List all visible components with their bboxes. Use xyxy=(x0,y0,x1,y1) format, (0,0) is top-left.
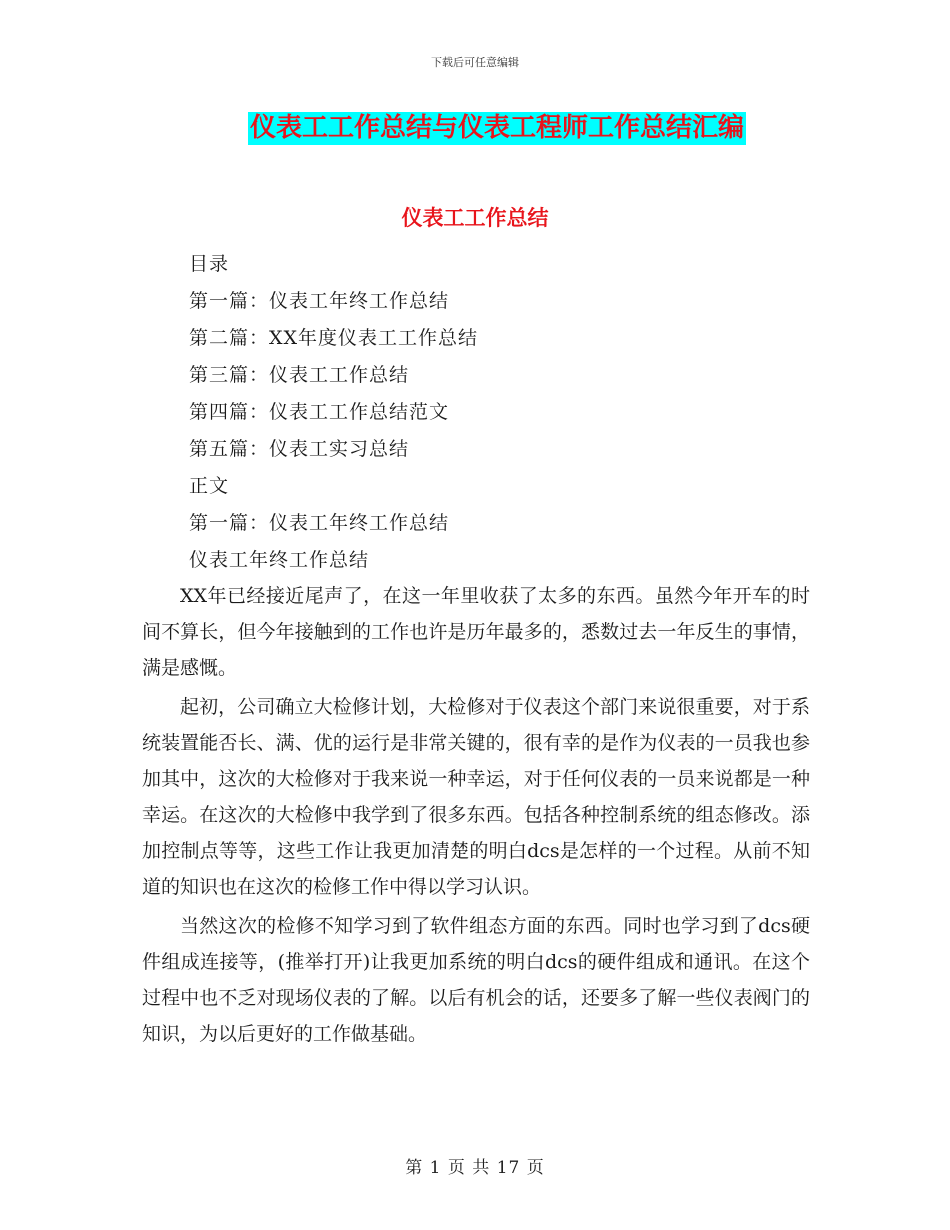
toc-heading: 目录 xyxy=(189,253,230,275)
toc-item: 第三篇：仪表工工作总结 xyxy=(189,364,410,386)
page-header-note: 下载后可任意编辑 xyxy=(431,56,519,69)
paragraph: 当然这次的检修不知学习到了软件组态方面的东西。同时也学习到了dcs硬件组成连接等，(推举打开)让我更加系统的明白dcs的硬件组成和通讯。在这个过程中也不乏对现场仪表的了解。以后有机会的话，还要多了解一些仪表阀门的知识，为以后更好的工作做基础。 xyxy=(142,915,810,1045)
paragraph: XX年已经接近尾声了，在这一年里收获了太多的东西。虽然今年开车的时间不算长，但今年接触到的工作也许是历年最多的，悉数过去一年反生的事情，满是感慨。 xyxy=(142,585,810,679)
article-title: 仪表工年终工作总结 xyxy=(189,549,370,571)
paragraph: 起初，公司确立大检修计划，大检修对于仪表这个部门来说很重要，对于系统装置能否长、满、优的运行是非常关键的，很有幸的是作为仪表的一员我也参加其中，这次的大检修对于我来说一种幸运，对于任何仪表的一员来说都是一种幸运。在这次的大检修中我学到了很多东西。包括各种控制系统的组态修改。添加控制点等等，这些工作让我更加清楚的明白dcs是怎样的一个过程。从前不知道的知识也在这次的检修工作中得以学习认识。 xyxy=(142,696,810,898)
body-label: 正文 xyxy=(189,475,230,497)
toc-item: 第一篇：仪表工年终工作总结 xyxy=(189,290,450,312)
toc-item: 第四篇：仪表工工作总结范文 xyxy=(189,401,450,423)
toc-item: 第二篇：XX年度仪表工工作总结 xyxy=(189,327,479,349)
document-title: 仪表工工作总结与仪表工程师工作总结汇编 xyxy=(250,113,745,143)
part-title: 第一篇：仪表工年终工作总结 xyxy=(189,512,450,534)
table-of-contents xyxy=(189,246,478,579)
toc-item: 第五篇：仪表工实习总结 xyxy=(189,438,410,460)
article-body xyxy=(142,578,810,1055)
section-title: 仪表工工作总结 xyxy=(401,206,549,230)
page-footer: 第 1 页 共 17 页 xyxy=(405,1158,545,1178)
